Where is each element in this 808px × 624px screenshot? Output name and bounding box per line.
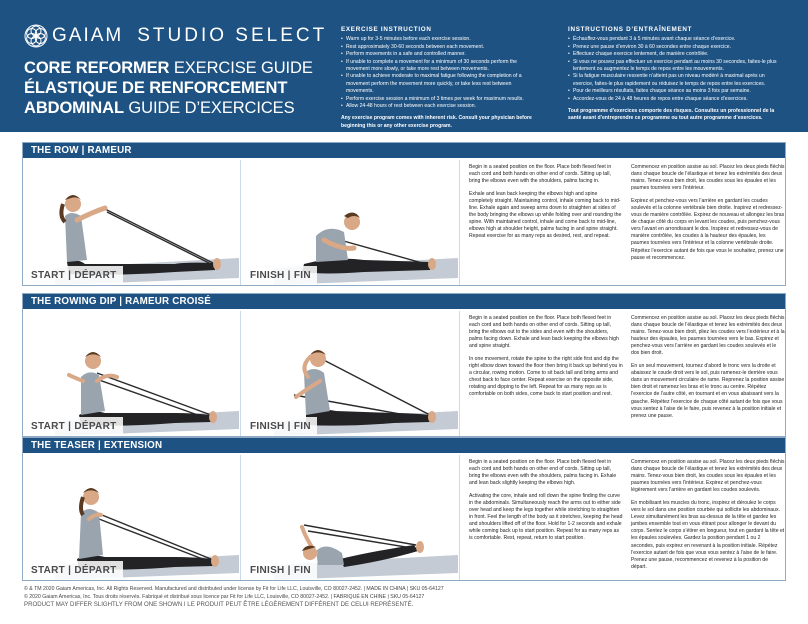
instructions-en [341,26,537,130]
header-banner [0,0,808,132]
legal-footer [24,585,444,610]
copyright-en: © & TM 2020 Gaiam Americas, Inc. All Rights Reserved. Manufactured and distributed under license by Fit for Life LLC, Louisville, CO 80027-2452. | MADE IN CHINA | SKU 05-64127 [24,586,444,592]
instructions-en-note: Any exercise program comes with inherent risk. Consult your physician before beginning this or any other exercise program. [341,115,532,129]
finish-photo [244,455,460,580]
instruction-item: • If unable to complete a movement for a minimum of 30 seconds perform the movement more slowly, or take more rest between movements. [341,59,537,74]
paragraph: In one movement, rotate the spine to the right side first and dip the right elbow down toward the floor then bring it back up behind you in a circular, rowing motion. Come to sit back tall and bring arms and chest back to face center. Repeat exercise on the opposite side, rotating and dipping to the left. Repeat for as many reps as is comfortable on both sides, come back to start position and rest. [469,356,623,398]
title-line-3 [24,98,295,118]
start-photo [25,311,241,436]
instruction-item: • If unable to achieve moderate to maximal fatigue following the completion of a movement perform the movement more quickly, or take less rest between movements. [341,73,537,95]
instructions-text-en [469,164,623,246]
paragraph: En un seul mouvement, tournez d’abord le tronc vers la droite et abaissez le coude droit vers le sol, puis ramenez-le derrière vous dans un mouvement circulaire de rame. Reprenez la position assise bien droit et ramenez les bras et le tronc au centre. Répétez l’exercice de l’autre côté, en tournant et en vous abaissant vers la gauche. Répétez l’exercice de chaque côté autant de fois que vous vous sentez à l’aise de le faire, puis revenez à la position initiale et prenez une pause. [631,363,785,419]
instructions-text-fr [631,164,785,268]
paragraph: En mobilisant les muscles du tronc, inspirez et déroulez le corps vers le sol dans une position courbée qui sollicite les abdominaux. Levez simultanément les bras au-dessus de la tête et gardez les jambes ensemble tout en vous étirant pour allonger le devant du corps. Sentez le corps s’étirer en longueur, tout en gardant la tête et les épaules soulevées. Gardez la position pendant 1 ou 2 secondes, puis expirez en revenant à la position initiale. Répétez l’exercice autant de fois que vous vous sentez à l’aise de le faire. Prenez une pause, recommencez et revenez à la position de départ. [631,500,785,570]
brand-name: GAIAM [52,25,124,46]
instruction-item: • Prenez une pause d’environ 30 à 60 secondes entre chaque exercice. [568,44,780,51]
product-disclaimer: PRODUCT MAY DIFFER SLIGHTLY FROM ONE SHOWN I LE PRODUIT PEUT ÊTRE LÉGÈREMENT DIFFÉRENT DE CELUI REPRÉSENTÉ. [24,601,414,609]
title-line-1-rest: EXERCISE GUIDE [169,59,313,77]
paragraph: Expirez et penchez-vous vers l’arrière en gardant les coudes soulevés et la colonne vertébrale bien droite. Inspirez et redressez-vous de manière contrôlée. Expirez de nouveau et allongez les bras de chaque côté du corps en levant les coudes, puis penchez-vous vers l’avant en arrondissant le dos. Inspirez et redressez-vous de manière contrôlée, les coudes à la hauteur des épaules, les paumes tournées vers l’intérieur et la colonne vertébrale droite. Répétez l’exercice autant de fois que vous le souhaitez, prenez une pause et recommencez. [631,198,785,261]
instruction-item: • Si la fatigue musculaire ressentie n’atteint pas un niveau modéré à maximal après un exercice, faites-le plus rapidement ou réduisez le temps de repos entre les exercices. [568,73,780,88]
exercise-section-teaser [22,437,786,581]
paragraph: Commencez en position assise au sol. Placez les deux pieds fléchis dans chaque boucle de l’élastique et tenez les extrémités des deux mains. Tenez-vous bien droit, pliez les coudes vers l’extérieur et à la hauteur des épaules, les paumes tournées vers le bas. Expirez et penchez-vous vers l’arrière en gardant les coudes soulevés et le dos bien droit. [631,315,785,357]
paragraph: Commencez en position assise au sol. Placez les deux pieds fléchis dans chaque boucle de l’élastique et tenez les extrémités des deux mains. Tenez-vous bien droit, les coudes sous les épaules et les paumes tournées vers l’intérieur. [631,164,785,192]
gaiam-flower-icon [24,24,48,48]
finish-label: FINISH | FIN [244,561,317,580]
instructions-text-fr [631,315,785,426]
instruction-item: • Perform movements in a safe and controlled manner. [341,51,537,58]
exercise-section-row [22,142,786,286]
exercise-section-rowing-dip [22,293,786,437]
instructions-text-en [469,315,623,405]
copyright-fr: © 2020 Gaiam Americas, Inc. Tous droits réservés. Fabriqué et distribué sous licence par Fit for Life LLC, Louisville, CO 80027-2452. | FABRIQUÉ EN CHINE | SKU 05-64127 [24,594,425,601]
instruction-item: • Allow 24-48 hours of rest between each exercise session. [341,103,537,110]
title-line-2-bold: ÉLASTIQUE DE RENFORCEMENT [24,79,288,97]
start-label: START | DÉPART [25,417,123,436]
instructions-text-fr [631,459,785,577]
instructions-en-list [341,36,537,110]
start-photo [25,160,241,285]
title-line-2 [24,78,287,98]
instructions-fr-heading: INSTRUCTIONS D’ENTRAÎNEMENT [568,26,693,33]
brand-logo [24,22,327,50]
instruction-item: • Rest approximately 30-60 seconds between each movement. [341,44,537,51]
title-line-3-bold: ABDOMINAL [24,99,124,117]
paragraph: Begin in a seated position on the floor. Place both flexed feet in each cord and both hands on other end of cords. Sitting up tall, bring the elbows even with the shoulders, palms facing in. Exhale and lean back slightly keeping the elbows high. [469,459,617,487]
instructions-fr-note: Tout programme d’exercices comporte des risques. Consultez un professionnel de la santé avant d’entreprendre ce programme ou tout autre programme d’exercices. [568,108,775,122]
instruction-item: • Si vous ne pouvez pas effectuer un exercice pendant au moins 30 secondes, faites-le plus lentement ou augmentez le temps de repos entre les mouvements. [568,59,780,74]
start-label: START | DÉPART [25,561,123,580]
instruction-item: • Accordez-vous de 24 à 48 heures de repos entre chaque séance d’exercices. [568,96,780,103]
instruction-item: • Pour de meilleurs résultats, faites chaque séance au moins 3 fois par semaine. [568,88,780,95]
finish-label: FINISH | FIN [244,417,317,436]
instruction-item: • Warm up for 3-5 minutes before each exercise session. [341,36,537,43]
instruction-item: • Perform exercise session a minimum of 3 times per week for maximum results. [341,96,537,103]
instructions-fr [568,26,780,123]
instructions-text-en [469,459,623,549]
finish-photo [244,160,460,285]
paragraph: Commencez en position assise au sol. Placez les deux pieds fléchis dans chaque boucle de l’élastique et tenez les extrémités des deux mains. Tenez-vous bien droit, les coudes sous les épaules et les paumes tournées vers l’intérieur. Expirez et penchez-vous légèrement vers l’arrière en gardant les coudes soulevés. [631,459,785,494]
paragraph: Begin in a seated position on the floor. Place both flexed feet in each cord and both hands on other end of cords. Sitting up tall, bring the elbows out to the sides and even with the shoulders, palms facing down. Exhale and lean back keeping the elbows high and spine straight. [469,315,619,350]
instruction-item: • Échauffez-vous pendant 3 à 5 minutes avant chaque séance d’exercice. [568,36,780,43]
start-label: START | DÉPART [25,266,123,285]
title-line-1-bold: CORE REFORMER [24,59,170,77]
start-photo [25,455,241,580]
instruction-item: • Effectuez chaque exercice lentement, de manière contrôlée. [568,51,780,58]
title-line-3-rest: GUIDE D’EXERCICES [123,99,295,117]
title-line-1 [24,58,313,78]
finish-label: FINISH | FIN [244,266,317,285]
instructions-fr-list [568,36,780,103]
finish-photo [244,311,460,436]
instructions-en-heading: EXERCISE INSTRUCTION [341,26,432,33]
section-title: THE TEASER | EXTENSION [23,438,785,453]
section-title: THE ROWING DIP | RAMEUR CROISÉ [23,294,785,309]
paragraph: Begin in a seated position on the floor. Place both flexed feet in each cord and both hands on other end of cords. Sitting up tall, bring the elbows even with the shoulders, palms facing in. [469,164,612,185]
brand-subtitle: STUDIO SELECT [137,25,328,46]
section-title: THE ROW | RAMEUR [23,143,785,158]
paragraph: Activating the core, inhale and roll down the spine finding the curve in the abdominals. Simultaneously reach the arms out to either side over head and keep the legs together while stretching to straighten in front. Feel the length of the body as it stretches, keeping the head and shoulders lifted off of the floor. Hold for 1-2 seconds and exhale while coming back up to start position. Repeat for as many reps as is comfortable. Rest, repeat, return to start position. [469,493,623,542]
paragraph: Exhale and lean back keeping the elbows high and spine completely straight. Maintaining control, inhale coming back to mid-line. Exhale again and sweep arms down to straighten at sides of the body bringing the elbows up while folding over and rounding the spine. With maintained control, inhale and come back to mid-line, elbows high at shoulder height, palms facing in and spine straight. Repeat exercise for as many reps as desired, rest, and repeat. [469,191,622,240]
